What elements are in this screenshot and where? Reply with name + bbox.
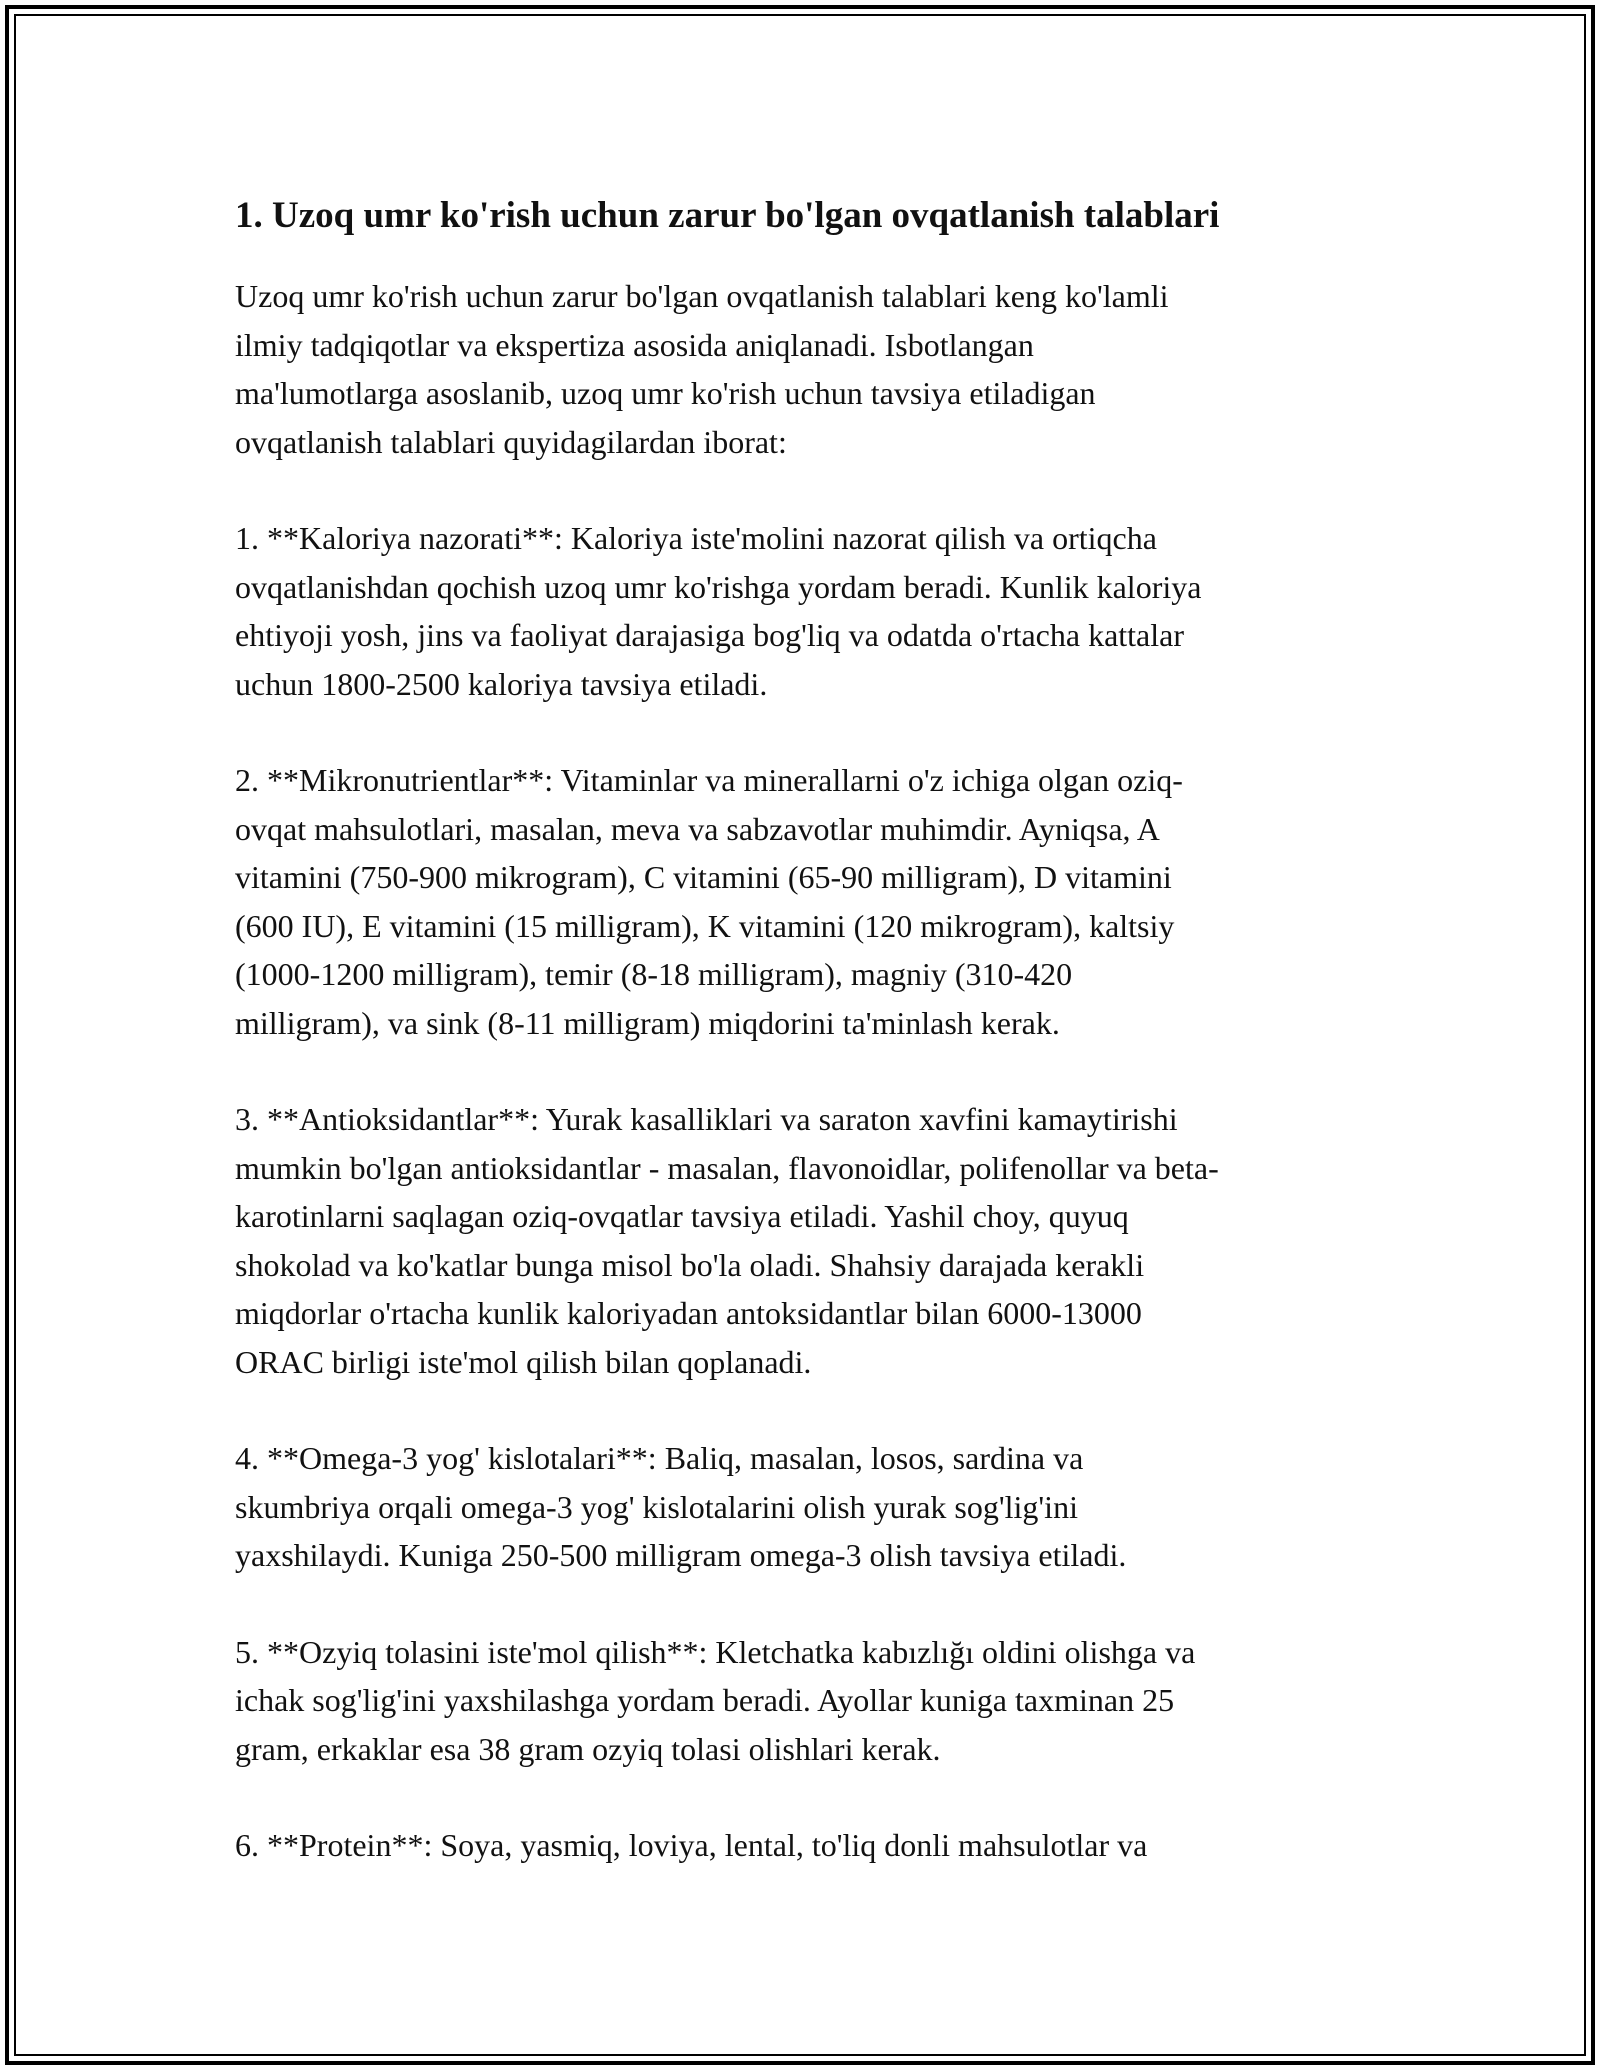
text-line: ichak sog'lig'ini yaxshilashga yordam beradi. Ayollar kuniga taxminan 25 xyxy=(235,1682,1175,1718)
text-line: ovqat mahsulotlari, masalan, meva va sabzavotlar muhimdir. Ayniqsa, A xyxy=(235,810,1160,847)
text-line: 1. **Kaloriya nazorati**: Kaloriya iste'molini nazorat qilish va ortiqcha xyxy=(235,520,1157,556)
text-line: gram, erkaklar esa 38 gram ozyiq tolasi olishlari kerak. xyxy=(235,1730,941,1767)
text-line: miqdorlar o'rtacha kunlik kaloriyadan antoksidantlar bilan 6000-13000 xyxy=(235,1295,1142,1331)
text-line: (1000-1200 milligram), temir (8-18 milligram), magniy (310-420 xyxy=(235,956,1073,992)
text-line: vitamini (750-900 mikrogram), C vitamini (65-90 milligram), D vitamini xyxy=(235,859,1172,895)
text-line: ilmiy tadqiqotlar va ekspertiza asosida aniqlanadi. Isbotlangan xyxy=(235,326,1034,363)
text-line: 3. **Antioksidantlar**: Yurak kasalliklari va saraton xavfini kamaytirishi xyxy=(235,1101,1178,1137)
item-protein xyxy=(235,1821,1375,1870)
text-line: yaxshilaydi. Kuniga 250-500 milligram omega-3 olish tavsiya etiladi. xyxy=(235,1537,1127,1573)
text-line: (600 IU), E vitamini (15 milligram), K vitamini (120 mikrogram), kaltsiy xyxy=(235,907,1175,944)
text-line: uchun 1800-2500 kaloriya tavsiya etiladi. xyxy=(235,665,768,702)
text-line: 4. **Omega-3 yog' kislotalari**: Baliq, masalan, losos, sardina va xyxy=(235,1440,1084,1476)
intro-paragraph xyxy=(235,272,1375,466)
text-line: karotinlarni saqlagan oziq-ovqatlar tavsiya etiladi. Yashil choy, quyuq xyxy=(235,1198,1129,1234)
text-line: 6. **Protein**: Soya, yasmiq, loviya, lental, to'liq donli mahsulotlar va xyxy=(235,1827,1148,1863)
text-line: skumbriya orqali omega-3 yog' kislotalarini olish yurak sog'lig'ini xyxy=(235,1488,1078,1525)
item-micronutrients xyxy=(235,756,1375,1047)
text-line: ovqatlanish talablari quyidagilardan iborat: xyxy=(235,423,787,460)
text-line: ehtiyoji yosh, jins va faoliyat darajasiga bog'liq va odatda o'rtacha kattalar xyxy=(235,617,1184,653)
document-title: 1. Uzoq umr ko'rish uchun zarur bo'lgan ovqatlanish talablari xyxy=(235,195,1220,236)
text-line: shokolad va ko'katlar bunga misol bo'la oladi. Shahsiy darajada kerakli xyxy=(235,1246,1145,1283)
text-line: ORAC birligi iste'mol qilish bilan qoplanadi. xyxy=(235,1343,812,1380)
text-line: mumkin bo'lgan antioksidantlar - masalan, flavonoidlar, polifenollar va beta- xyxy=(235,1149,1219,1186)
item-antioxidants xyxy=(235,1095,1375,1386)
text-line: Uzoq umr ko'rish uchun zarur bo'lgan ovqatlanish talablari keng ko'lamli xyxy=(235,278,1169,314)
text-line: ovqatlanishdan qochish uzoq umr ko'rishga yordam beradi. Kunlik kaloriya xyxy=(235,568,1202,605)
item-omega-3 xyxy=(235,1434,1375,1580)
text-line: milligram), va sink (8-11 milligram) miqdorini ta'minlash kerak. xyxy=(235,1004,1060,1041)
text-line: 2. **Mikronutrientlar**: Vitaminlar va minerallarni o'z ichiga olgan oziq- xyxy=(235,762,1183,798)
text-line: 5. **Ozyiq tolasini iste'mol qilish**: Kletchatka kabızlığı oldini olishga va xyxy=(235,1633,1196,1670)
document-body xyxy=(235,188,1375,1918)
text-line: ma'lumotlarga asoslanib, uzoq umr ko'rish uchun tavsiya etiladigan xyxy=(235,375,1096,411)
item-fiber xyxy=(235,1628,1375,1774)
item-calorie-control xyxy=(235,514,1375,708)
